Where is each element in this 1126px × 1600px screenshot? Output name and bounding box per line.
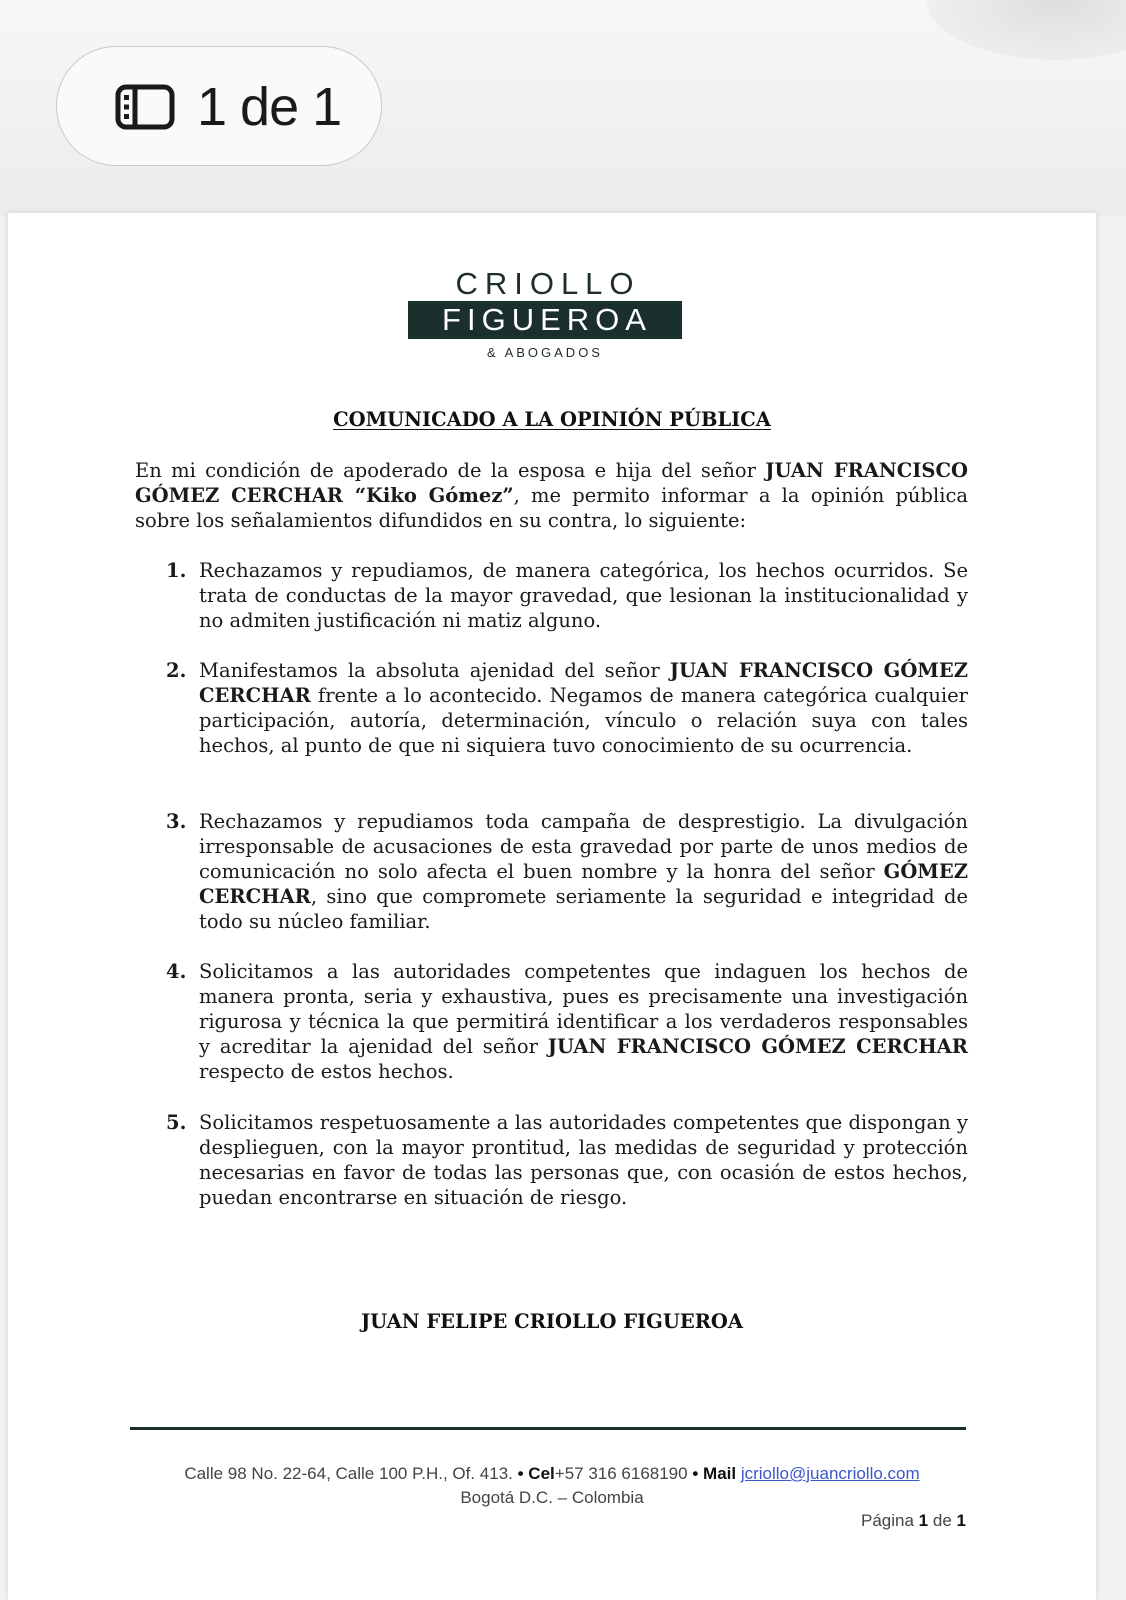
list-item-body	[199, 959, 968, 1084]
page-indicator-pill[interactable]	[56, 46, 382, 166]
list-item-number: 4.	[166, 960, 187, 983]
document-title: COMUNICADO A LA OPINIÓN PÚBLICA	[333, 408, 771, 431]
list-item-text-1: Solicitamos a las autoridades competentes que indaguen los hechos de manera pronta, seria y exhaustiva, pues es precisamente una investigación rigurosa y técnica la que permitirá identificar a los verdaderos responsables y acreditar la ajenidad del señor	[199, 960, 968, 1058]
list-item-number: 5.	[166, 1111, 187, 1134]
footer-cel-label: Cel	[528, 1464, 555, 1483]
list-item-5	[166, 1110, 968, 1210]
page-number-of: de	[932, 1511, 952, 1530]
intro-text-2: , me permito informar a la opinión pública sobre los señalamientos difundidos en su contra, lo siguiente:	[135, 484, 968, 532]
list-item-body	[199, 809, 968, 934]
page-number-label: Página	[861, 1511, 914, 1530]
intro-text-1: En mi condición de apoderado de la esposa e hija del señor	[135, 459, 766, 482]
page-number-total: 1	[956, 1511, 966, 1530]
footer-bullet: •	[517, 1464, 524, 1483]
viewer-header	[0, 0, 1126, 216]
logo-line-criollo: CRIOLLO	[455, 266, 641, 301]
list-item-text-2: respecto de estos hechos.	[199, 1060, 454, 1083]
footer-divider	[130, 1427, 966, 1430]
firm-logo	[408, 267, 682, 360]
document-page	[8, 213, 1096, 1600]
list-item-3	[166, 809, 968, 934]
list-item-4	[166, 959, 968, 1084]
footer-mail-link[interactable]: jcriollo@juancriollo.com	[740, 1464, 920, 1483]
list-item-text-2: , sino que compromete seriamente la seguridad e integridad de todo su núcleo familiar.	[199, 885, 968, 933]
list-item-text-1: Rechazamos y repudiamos toda campaña de desprestigio. La divulgación irresponsable de acusaciones de esta gravedad por parte de unos medios de comunicación no solo afecta el buen nombre y la honra del señor	[199, 810, 968, 883]
signature-name: JUAN FELIPE CRIOLLO FIGUEROA	[360, 1310, 744, 1333]
footer-address: Calle 98 No. 22-64, Calle 100 P.H., Of. 413.	[184, 1464, 513, 1483]
list-item-number: 3.	[166, 810, 187, 833]
list-item-bold-name: GÓMEZ CERCHAR	[199, 860, 968, 908]
list-item-text-2: frente a lo acontecido. Negamos de manera categórica cualquier participación, autoría, determinación, vínculo o relación suya con tales hechos, al punto de que ni siquiera tuvo conocimiento de su ocurrencia.	[199, 684, 968, 757]
footer-bullet: •	[692, 1464, 699, 1483]
list-item-number: 1.	[166, 559, 187, 582]
list-item-number: 2.	[166, 659, 187, 682]
list-item-text: Solicitamos respetuosamente a las autoridades competentes que dispongan y desplieguen, con la mayor prontitud, las medidas de seguridad y protección necesarias en favor de todas las personas que, con ocasión de estos hechos, puedan encontrarse en situación de riesgo.	[199, 1111, 968, 1209]
page-number-current: 1	[918, 1511, 929, 1530]
list-item-text: Rechazamos y repudiamos, de manera categórica, los hechos ocurridos. Se trata de conductas de la mayor gravedad, que lesionan la institucionalidad y no admiten justificación ni matiz alguno.	[199, 559, 968, 632]
footer-cel-value: +57 316 6168190	[554, 1464, 688, 1483]
page-number	[861, 1511, 966, 1531]
corner-shadow	[926, 0, 1126, 60]
logo-line-figueroa: FIGUEROA	[408, 301, 682, 339]
list-item-bold-name: JUAN FRANCISCO GÓMEZ CERCHAR	[199, 659, 968, 707]
list-item-2	[166, 658, 968, 758]
list-item-body	[199, 658, 968, 758]
logo-line-abogados: & ABOGADOS	[487, 345, 603, 360]
intro-bold-name: JUAN FRANCISCO GÓMEZ CERCHAR “Kiko Gómez”	[135, 459, 968, 507]
footer-city: Bogotá D.C. – Colombia	[460, 1488, 644, 1507]
page-thumbnails-icon[interactable]	[115, 84, 175, 130]
footer-mail-label: Mail	[703, 1464, 737, 1483]
list-item-1	[166, 558, 968, 633]
list-item-text-1: Manifestamos la absoluta ajenidad del señor	[199, 659, 670, 682]
list-item-bold-name: JUAN FRANCISCO GÓMEZ CERCHAR	[547, 1035, 968, 1058]
page-indicator-text: 1 de 1	[197, 77, 342, 137]
intro-paragraph	[135, 458, 968, 533]
footer-contact-line	[8, 1464, 1096, 1484]
